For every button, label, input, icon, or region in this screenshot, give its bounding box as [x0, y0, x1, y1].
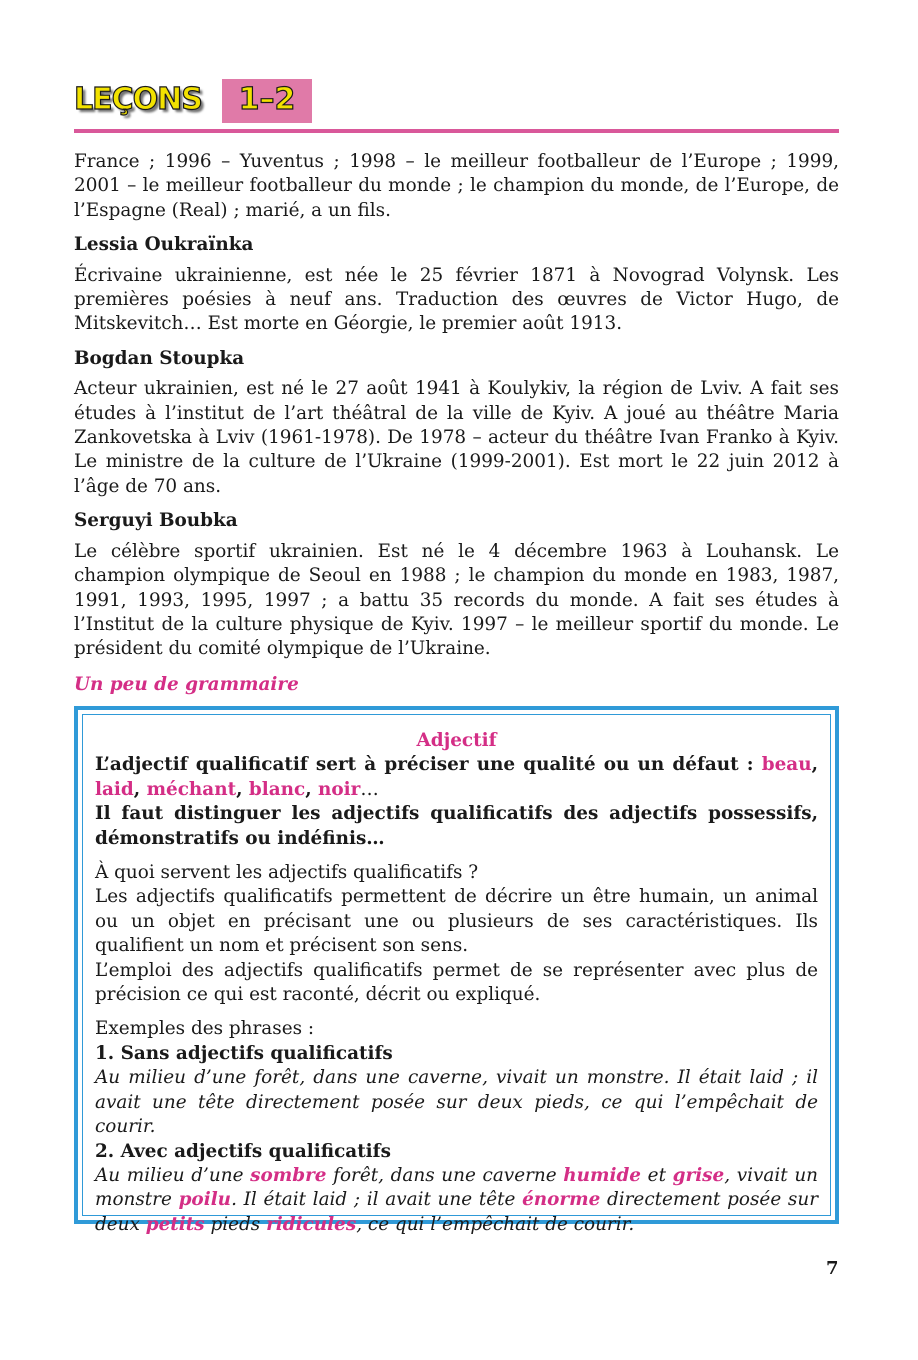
explanation-1: Les adjectifs qualificatifs permettent de décrire un être humain, un animal ou un objet en précisant une ou plusieurs de ses caractéristiques. Ils qualifient un nom et précisent son sens.	[95, 886, 818, 957]
bio-name-boubka: Serguyi Boubka	[74, 510, 238, 532]
bio-name-stoupka: Bogdan Stoupka	[74, 347, 245, 369]
page-number: 7	[826, 1258, 839, 1279]
text-part: , vivait un monstre	[95, 1164, 819, 1211]
lesson-header	[74, 78, 839, 134]
comma: ,	[305, 778, 312, 800]
text-part: pieds	[204, 1213, 267, 1235]
highlighted-adjective: humide	[563, 1164, 642, 1186]
ellipsis: …	[360, 778, 379, 800]
intro-paragraph: France ; 1996 – Yuventus ; 1998 – le meilleur footballeur de l’Europe ; 1999, 2001 – le meilleur footballeur du monde ; le champion du monde, de l’Europe, de l’Espagne (Real) ; marié, a un fils.	[74, 151, 839, 221]
lesson-numbers: 1–2	[238, 82, 296, 117]
lessons-label: LEÇONS	[74, 82, 202, 117]
rule-text: L’adjectif qualificatif sert à préciser une qualité ou un défaut :	[95, 754, 762, 776]
explanation-2: L’emploi des adjectifs qualificatifs permet de se représenter avec plus de précision ce qui est raconté, décrit ou expliqué.	[95, 959, 818, 1006]
text-part: et	[641, 1164, 673, 1186]
header-divider	[74, 129, 839, 133]
text-part: forêt, dans une caverne	[326, 1164, 564, 1186]
grammar-box	[74, 706, 839, 1235]
example-word: méchant	[146, 778, 237, 800]
question: À quoi servent les adjectifs qualificatifs ?	[95, 862, 479, 884]
rule-adjective-definition	[95, 753, 818, 802]
highlighted-adjective: sombre	[250, 1164, 327, 1186]
highlighted-adjective: ridicules	[266, 1213, 357, 1235]
text-part: , ce qui l’empêchait de courir.	[356, 1213, 635, 1235]
text-part: . Il était laid ; il avait une tête	[231, 1189, 523, 1211]
example-word: noir	[318, 778, 361, 800]
example-2-text	[95, 1164, 818, 1237]
examples-intro: Exemples des phrases :	[95, 1018, 315, 1040]
highlighted-adjective: poilu	[178, 1189, 232, 1211]
comma: ,	[133, 778, 141, 800]
text-part: Au milieu d’une	[95, 1164, 251, 1186]
highlighted-adjective: grise	[672, 1164, 725, 1186]
bio-text-boubka: Le célèbre sportif ukrainien. Est né le 4 décembre 1963 à Louhansk. Le champion olympique de Seoul en 1988 ; le champion du monde en 1983, 1987, 1991, 1993, 1995, 1997 ; a battu 35 records du monde. A fait ses études à l’Institut de la culture physique de Kyiv. 1997 – le meilleur sportif du monde. Le président du comité olympique de l’Ukraine.	[74, 540, 839, 660]
comma: ,	[236, 778, 243, 800]
comma: ,	[811, 754, 818, 776]
lesson-number-badge	[222, 79, 312, 123]
example-word: beau	[761, 754, 812, 776]
bio-text-stoupka: Acteur ukrainien, est né le 27 août 1941 à Koulykiv, la région de Lviv. A fait ses études à l’institut de l’art théâtral de la ville de Kyiv. A joué au théâtre Maria Zankovetska à Lviv (1961-1978). De 1978 – acteur du théâtre Ivan Franko à Kyiv. Le ministre de la culture de l’Ukraine (1999-2001). Est mort le 22 juin 2012 à l’âge de 70 ans.	[74, 378, 839, 497]
example-1-heading: 1. Sans adjectifs qualificatifs	[95, 1042, 393, 1064]
example-2-heading: 2. Avec adjectifs qualificatifs	[95, 1140, 391, 1162]
grammar-box-inner	[82, 714, 831, 1235]
box-title: Adjectif	[416, 730, 497, 751]
bio-text-oukrainka: Écrivaine ukrainienne, est née le 25 février 1871 à Novograd Volynsk. Les premières poésies à neuf ans. Traduction des œuvres de Victor Hugo, de Mitskevitch… Est morte en Géorgie, le premier août 1913.	[74, 264, 839, 335]
example-word: blanc	[248, 778, 306, 800]
text-part: directement posée sur deux	[95, 1189, 818, 1235]
highlighted-adjective: petits	[145, 1213, 205, 1235]
grammar-heading: Un peu de grammaire	[74, 673, 299, 695]
page-body	[74, 150, 839, 697]
highlighted-adjective: énorme	[522, 1189, 601, 1211]
bio-name-oukrainka: Lessia Oukraïnka	[74, 234, 254, 256]
example-word: laid	[95, 778, 134, 800]
rule-distinguish: Il faut distinguer les adjectifs qualificatifs des adjectifs possessifs, démonstratifs ou indéfinis…	[95, 803, 818, 849]
example-1-text: Au milieu d’une forêt, dans une caverne, vivait un monstre. Il était laid ; il avait une tête directement posée sur deux pieds, ce qui l’empêchait de courir.	[95, 1067, 818, 1138]
